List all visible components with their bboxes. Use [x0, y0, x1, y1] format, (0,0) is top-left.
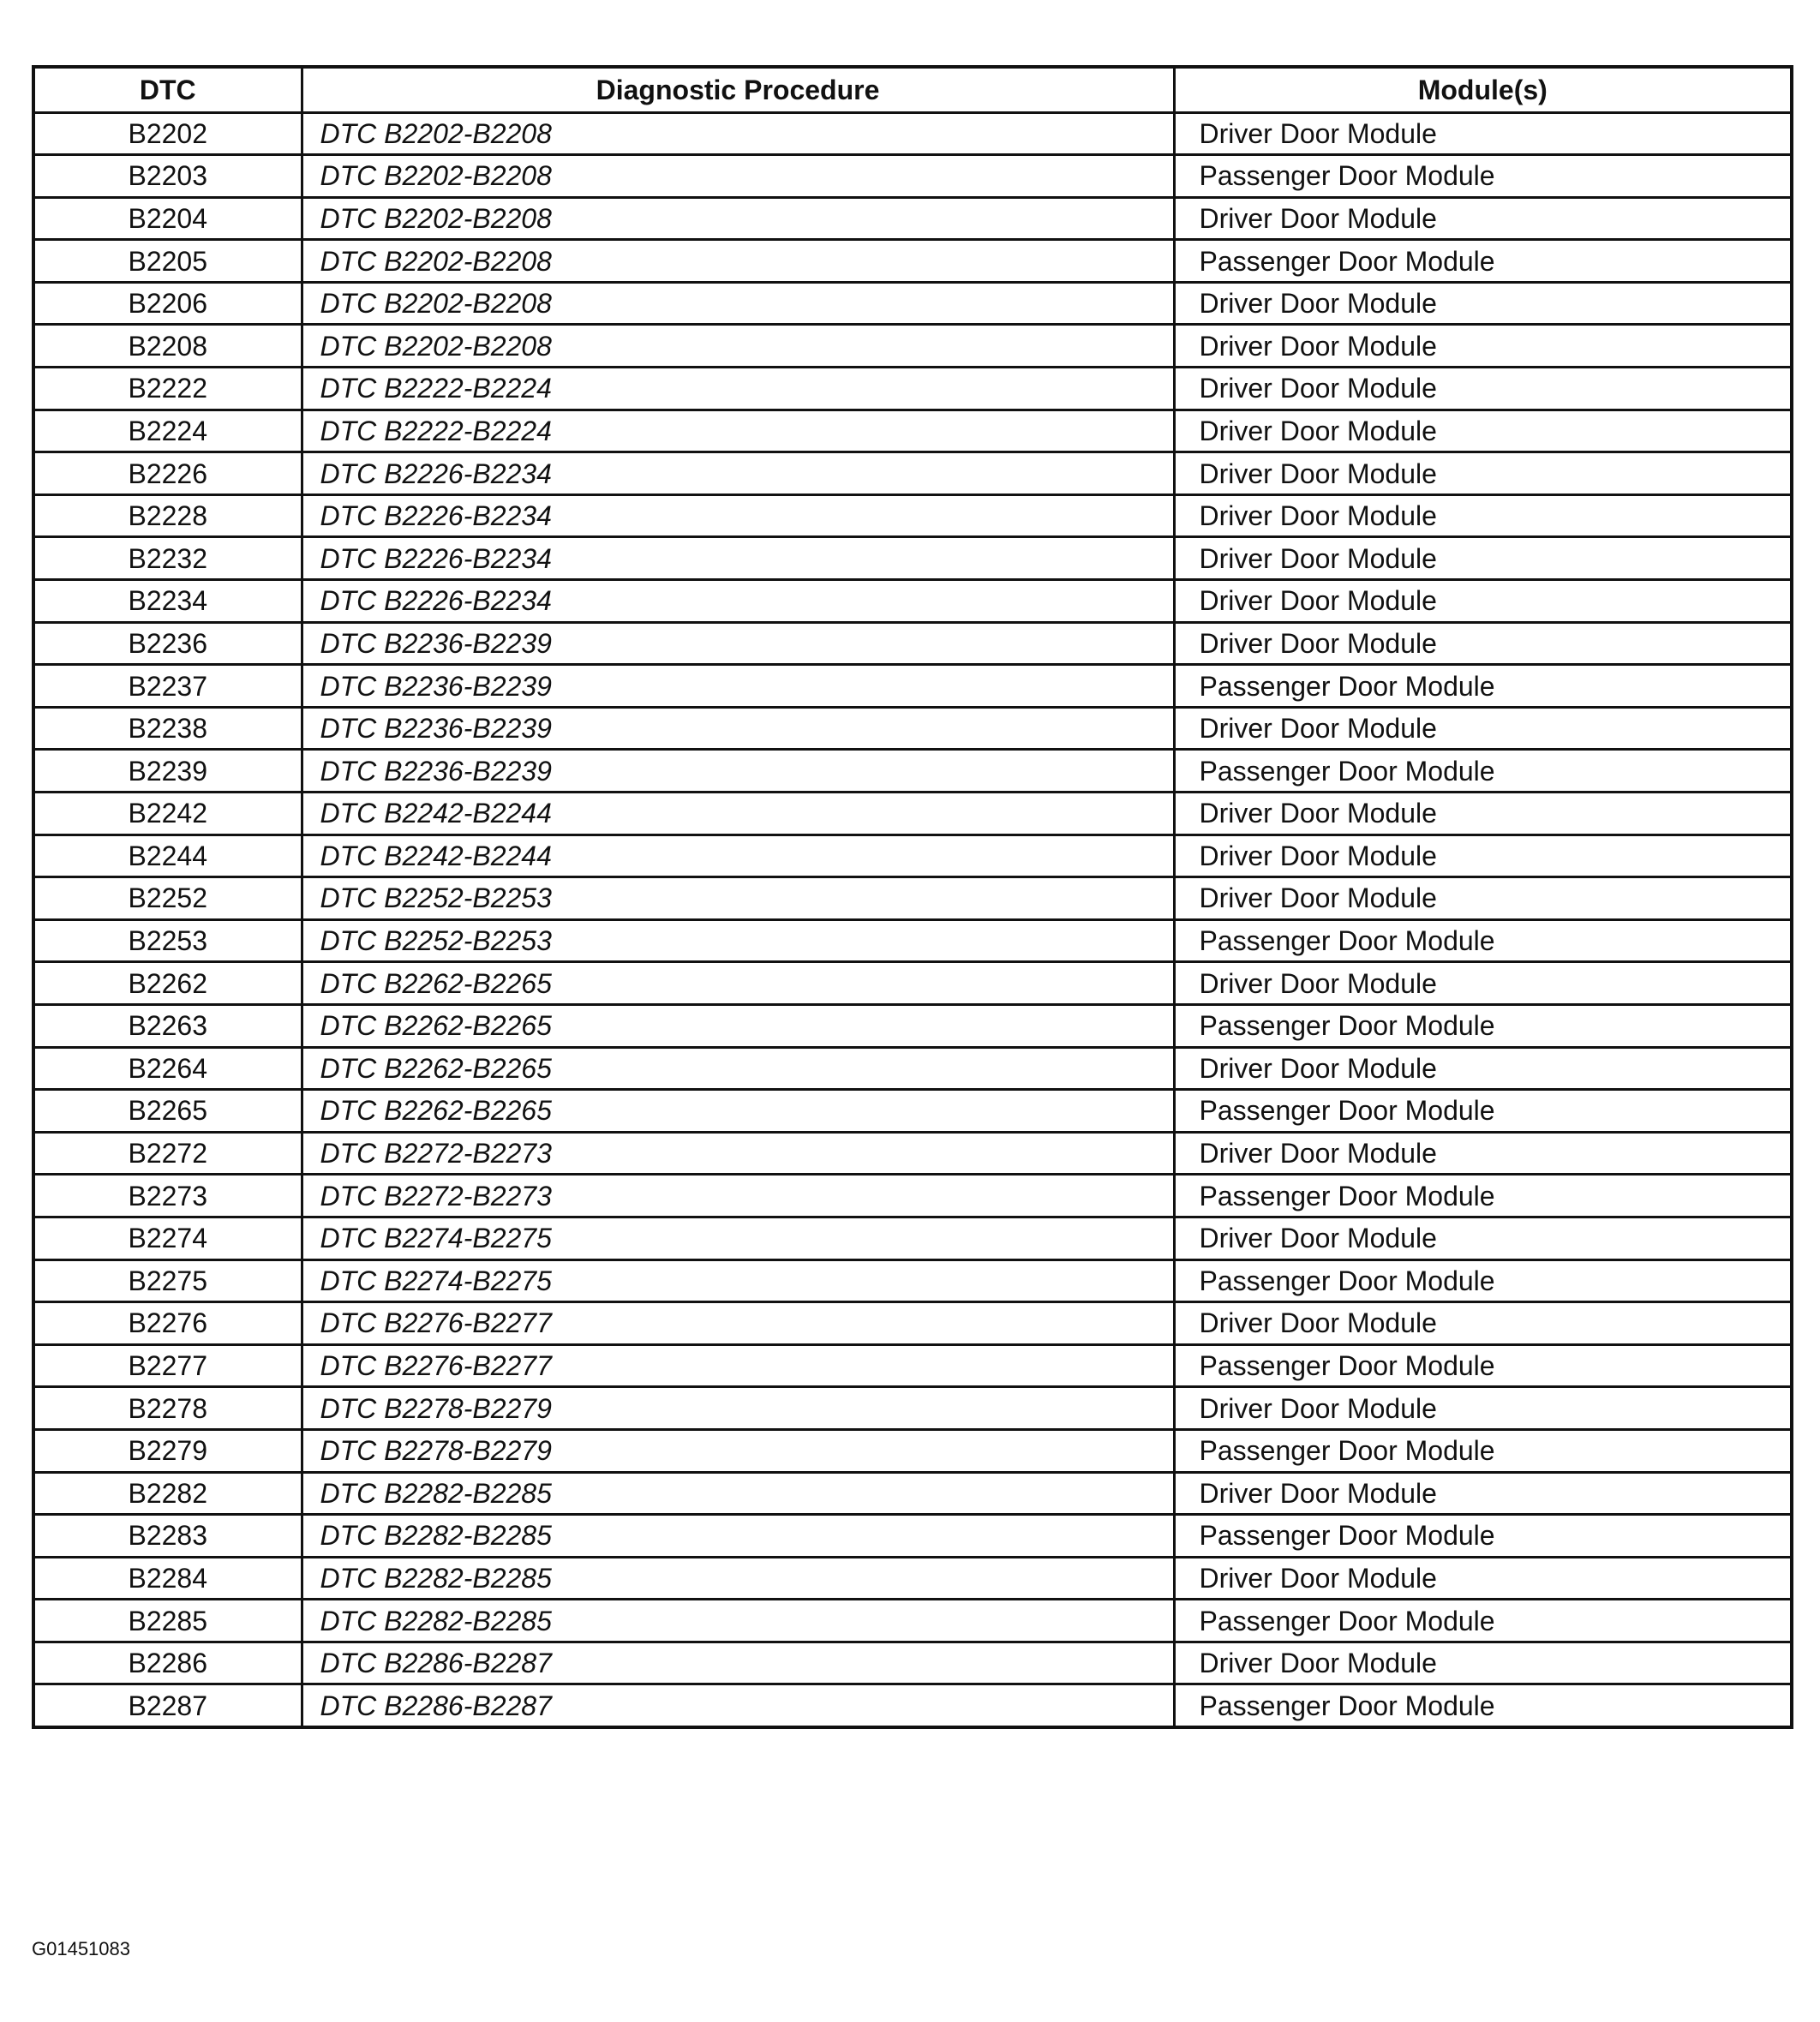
- table-row: [33, 1387, 1792, 1430]
- table-body: [33, 112, 1792, 1727]
- diagnostic-procedure-cell: DTC B2276-B2277: [302, 1344, 1174, 1387]
- diagnostic-procedure-cell: DTC B2202-B2208: [302, 155, 1174, 198]
- diagnostic-procedure-cell: DTC B2274-B2275: [302, 1217, 1174, 1259]
- module-cell: Driver Door Module: [1174, 325, 1792, 368]
- table-row: [33, 368, 1792, 410]
- table-row: [33, 580, 1792, 623]
- dtc-code-cell: B2279: [33, 1429, 302, 1472]
- diagnostic-procedure-cell: DTC B2226-B2234: [302, 537, 1174, 580]
- module-cell: Driver Door Module: [1174, 410, 1792, 452]
- diagnostic-procedure-cell: DTC B2274-B2275: [302, 1259, 1174, 1302]
- table-row: [33, 325, 1792, 368]
- diagnostic-procedure-cell: DTC B2272-B2273: [302, 1175, 1174, 1217]
- diagnostic-procedure-cell: DTC B2222-B2224: [302, 410, 1174, 452]
- diagnostic-procedure-cell: DTC B2202-B2208: [302, 240, 1174, 283]
- dtc-code-cell: B2284: [33, 1557, 302, 1600]
- module-cell: Driver Door Module: [1174, 1387, 1792, 1430]
- table-row: [33, 1429, 1792, 1472]
- dtc-code-cell: B2239: [33, 750, 302, 793]
- dtc-code-cell: B2276: [33, 1302, 302, 1345]
- diagnostic-procedure-cell: DTC B2278-B2279: [302, 1429, 1174, 1472]
- module-cell: Driver Door Module: [1174, 707, 1792, 750]
- diagnostic-procedure-cell: DTC B2262-B2265: [302, 1090, 1174, 1133]
- table-row: [33, 1302, 1792, 1345]
- dtc-code-cell: B2222: [33, 368, 302, 410]
- module-cell: Driver Door Module: [1174, 282, 1792, 325]
- module-cell: Driver Door Module: [1174, 368, 1792, 410]
- diagnostic-procedure-cell: DTC B2262-B2265: [302, 962, 1174, 1005]
- diagnostic-procedure-cell: DTC B2286-B2287: [302, 1684, 1174, 1727]
- dtc-code-cell: B2252: [33, 877, 302, 920]
- diagnostic-procedure-cell: DTC B2252-B2253: [302, 877, 1174, 920]
- dtc-code-cell: B2232: [33, 537, 302, 580]
- module-cell: Driver Door Module: [1174, 962, 1792, 1005]
- table-row: [33, 112, 1792, 155]
- diagnostic-procedure-cell: DTC B2202-B2208: [302, 112, 1174, 155]
- table-row: [33, 793, 1792, 835]
- dtc-code-cell: B2244: [33, 835, 302, 877]
- dtc-code-cell: B2206: [33, 282, 302, 325]
- module-cell: Passenger Door Module: [1174, 1429, 1792, 1472]
- dtc-code-cell: B2278: [33, 1387, 302, 1430]
- diagnostic-procedure-cell: DTC B2202-B2208: [302, 282, 1174, 325]
- module-cell: Driver Door Module: [1174, 1217, 1792, 1259]
- dtc-code-cell: B2224: [33, 410, 302, 452]
- module-cell: Driver Door Module: [1174, 1302, 1792, 1345]
- diagnostic-procedure-cell: DTC B2282-B2285: [302, 1557, 1174, 1600]
- module-cell: Driver Door Module: [1174, 1047, 1792, 1090]
- dtc-code-cell: B2237: [33, 665, 302, 708]
- table-row: [33, 282, 1792, 325]
- diagnostic-procedure-cell: DTC B2242-B2244: [302, 793, 1174, 835]
- diagnostic-procedure-cell: DTC B2286-B2287: [302, 1642, 1174, 1684]
- table-row: [33, 877, 1792, 920]
- diagnostic-procedure-cell: DTC B2226-B2234: [302, 452, 1174, 495]
- dtc-code-cell: B2286: [33, 1642, 302, 1684]
- module-cell: Driver Door Module: [1174, 494, 1792, 537]
- diagnostic-procedure-cell: DTC B2262-B2265: [302, 1047, 1174, 1090]
- table-row: [33, 537, 1792, 580]
- table-row: [33, 1600, 1792, 1642]
- dtc-code-cell: B2205: [33, 240, 302, 283]
- module-cell: Driver Door Module: [1174, 197, 1792, 240]
- module-cell: Passenger Door Module: [1174, 665, 1792, 708]
- diagnostic-procedure-cell: DTC B2276-B2277: [302, 1302, 1174, 1345]
- module-cell: Passenger Door Module: [1174, 1090, 1792, 1133]
- module-cell: Driver Door Module: [1174, 537, 1792, 580]
- module-cell: Passenger Door Module: [1174, 1515, 1792, 1558]
- dtc-code-cell: B2242: [33, 793, 302, 835]
- table-row: [33, 1557, 1792, 1600]
- table-row: [33, 1090, 1792, 1133]
- table-row: [33, 197, 1792, 240]
- header-dtc: DTC: [33, 67, 302, 112]
- module-cell: Passenger Door Module: [1174, 919, 1792, 962]
- table-row: [33, 1684, 1792, 1727]
- table-row: [33, 750, 1792, 793]
- table-row: [33, 1004, 1792, 1047]
- dtc-code-cell: B2234: [33, 580, 302, 623]
- dtc-code-cell: B2272: [33, 1132, 302, 1175]
- diagnostic-procedure-cell: DTC B2242-B2244: [302, 835, 1174, 877]
- header-diagnostic-procedure: Diagnostic Procedure: [302, 67, 1174, 112]
- diagnostic-procedure-cell: DTC B2226-B2234: [302, 580, 1174, 623]
- diagnostic-procedure-cell: DTC B2262-B2265: [302, 1004, 1174, 1047]
- diagnostic-procedure-cell: DTC B2236-B2239: [302, 622, 1174, 665]
- table-row: [33, 1047, 1792, 1090]
- table-row: [33, 240, 1792, 283]
- module-cell: Passenger Door Module: [1174, 1259, 1792, 1302]
- table-row: [33, 1259, 1792, 1302]
- module-cell: Passenger Door Module: [1174, 1684, 1792, 1727]
- dtc-table: [32, 65, 1793, 1729]
- diagnostic-procedure-cell: DTC B2278-B2279: [302, 1387, 1174, 1430]
- dtc-code-cell: B2287: [33, 1684, 302, 1727]
- diagnostic-procedure-cell: DTC B2236-B2239: [302, 665, 1174, 708]
- diagnostic-procedure-cell: DTC B2272-B2273: [302, 1132, 1174, 1175]
- table-row: [33, 1472, 1792, 1515]
- module-cell: Passenger Door Module: [1174, 1004, 1792, 1047]
- module-cell: Driver Door Module: [1174, 835, 1792, 877]
- dtc-code-cell: B2265: [33, 1090, 302, 1133]
- table-row: [33, 665, 1792, 708]
- table-row: [33, 1344, 1792, 1387]
- module-cell: Driver Door Module: [1174, 622, 1792, 665]
- table-row: [33, 494, 1792, 537]
- table-row: [33, 410, 1792, 452]
- table-row: [33, 835, 1792, 877]
- module-cell: Passenger Door Module: [1174, 155, 1792, 198]
- module-cell: Driver Door Module: [1174, 112, 1792, 155]
- module-cell: Passenger Door Module: [1174, 1175, 1792, 1217]
- table-row: [33, 707, 1792, 750]
- module-cell: Driver Door Module: [1174, 1472, 1792, 1515]
- module-cell: Driver Door Module: [1174, 452, 1792, 495]
- dtc-code-cell: B2253: [33, 919, 302, 962]
- diagnostic-procedure-cell: DTC B2226-B2234: [302, 494, 1174, 537]
- dtc-code-cell: B2285: [33, 1600, 302, 1642]
- table-row: [33, 622, 1792, 665]
- header-modules: Module(s): [1174, 67, 1792, 112]
- dtc-code-cell: B2262: [33, 962, 302, 1005]
- diagnostic-procedure-cell: DTC B2202-B2208: [302, 325, 1174, 368]
- table-row: [33, 1132, 1792, 1175]
- diagnostic-procedure-cell: DTC B2236-B2239: [302, 750, 1174, 793]
- dtc-code-cell: B2263: [33, 1004, 302, 1047]
- dtc-code-cell: B2274: [33, 1217, 302, 1259]
- module-cell: Passenger Door Module: [1174, 240, 1792, 283]
- header-row: [33, 67, 1792, 112]
- module-cell: Driver Door Module: [1174, 1557, 1792, 1600]
- dtc-code-cell: B2264: [33, 1047, 302, 1090]
- table-row: [33, 452, 1792, 495]
- dtc-code-cell: B2203: [33, 155, 302, 198]
- dtc-code-cell: B2282: [33, 1472, 302, 1515]
- module-cell: Driver Door Module: [1174, 580, 1792, 623]
- diagnostic-procedure-cell: DTC B2202-B2208: [302, 197, 1174, 240]
- dtc-code-cell: B2277: [33, 1344, 302, 1387]
- module-cell: Passenger Door Module: [1174, 1344, 1792, 1387]
- table-row: [33, 1642, 1792, 1684]
- table-row: [33, 155, 1792, 198]
- module-cell: Driver Door Module: [1174, 1642, 1792, 1684]
- diagnostic-procedure-cell: DTC B2282-B2285: [302, 1472, 1174, 1515]
- module-cell: Driver Door Module: [1174, 793, 1792, 835]
- dtc-code-cell: B2226: [33, 452, 302, 495]
- module-cell: Driver Door Module: [1174, 877, 1792, 920]
- dtc-code-cell: B2275: [33, 1259, 302, 1302]
- dtc-code-cell: B2283: [33, 1515, 302, 1558]
- module-cell: Driver Door Module: [1174, 1132, 1792, 1175]
- module-cell: Passenger Door Module: [1174, 750, 1792, 793]
- diagnostic-procedure-cell: DTC B2222-B2224: [302, 368, 1174, 410]
- dtc-code-cell: B2228: [33, 494, 302, 537]
- dtc-code-cell: B2236: [33, 622, 302, 665]
- dtc-code-cell: B2208: [33, 325, 302, 368]
- dtc-code-cell: B2202: [33, 112, 302, 155]
- dtc-code-cell: B2238: [33, 707, 302, 750]
- table-header: [33, 67, 1792, 112]
- figure-id: G01451083: [32, 1938, 130, 1959]
- table-row: [33, 1175, 1792, 1217]
- table-row: [33, 962, 1792, 1005]
- diagnostic-procedure-cell: DTC B2236-B2239: [302, 707, 1174, 750]
- table-row: [33, 919, 1792, 962]
- module-cell: Passenger Door Module: [1174, 1600, 1792, 1642]
- diagnostic-procedure-cell: DTC B2252-B2253: [302, 919, 1174, 962]
- diagnostic-procedure-cell: DTC B2282-B2285: [302, 1600, 1174, 1642]
- table-row: [33, 1515, 1792, 1558]
- table-row: [33, 1217, 1792, 1259]
- dtc-code-cell: B2204: [33, 197, 302, 240]
- dtc-code-cell: B2273: [33, 1175, 302, 1217]
- diagnostic-procedure-cell: DTC B2282-B2285: [302, 1515, 1174, 1558]
